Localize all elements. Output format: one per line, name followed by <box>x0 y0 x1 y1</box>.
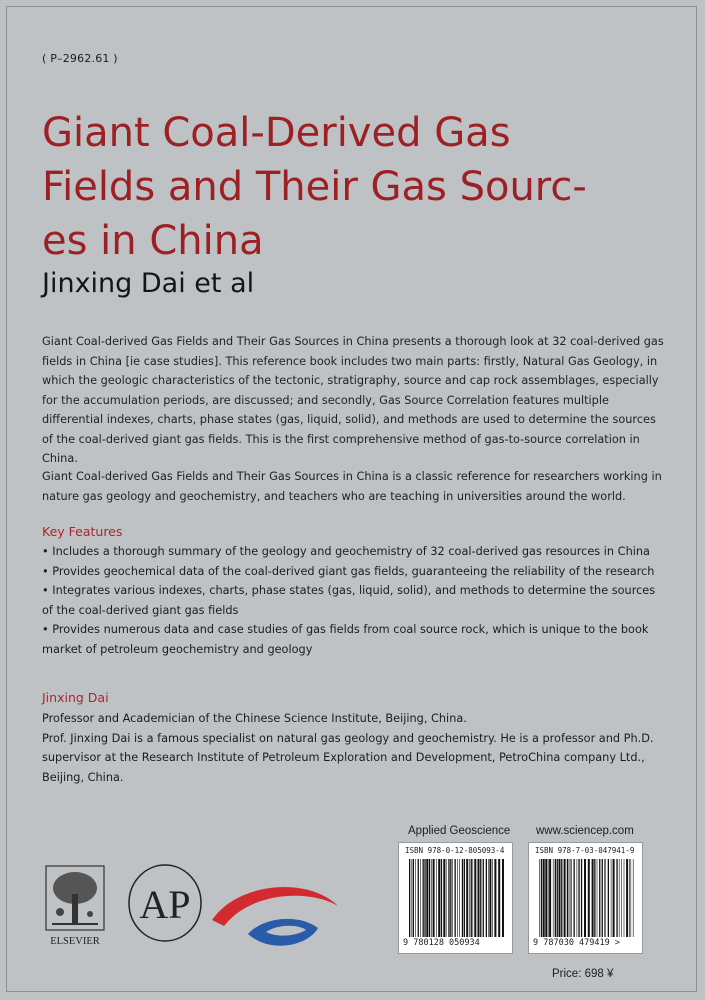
barcode-bar <box>541 859 542 937</box>
barcode-bar <box>494 859 496 937</box>
title-line: Giant Coal-Derived Gas <box>42 110 511 156</box>
barcode-bar <box>624 859 625 937</box>
barcode-bar <box>613 859 615 937</box>
barcode-bar <box>567 859 568 937</box>
barcode-bar <box>626 859 628 937</box>
barcode-bar <box>605 859 606 937</box>
barcode-bar <box>466 859 468 937</box>
barcode-bar <box>549 859 551 937</box>
barcode-bar <box>569 859 570 937</box>
barcode-bars <box>409 859 505 937</box>
key-features-heading: Key Features <box>42 524 123 539</box>
barcode-bar <box>455 859 456 937</box>
barcode-bar <box>448 859 449 937</box>
barcode-bar <box>423 859 424 937</box>
barcode-bar <box>471 859 472 937</box>
barcode-bar <box>478 859 480 937</box>
description-paragraph: Giant Coal-derived Gas Fields and Their Gas Sources in China is a classic reference for researchers working in nature gas geology and geochemistry, and teachers who are teaching in universities around the world. <box>42 470 662 503</box>
barcode-bar <box>611 859 612 937</box>
barcode-bar <box>441 859 442 937</box>
list-item: • Includes a thorough summary of the geology and geochemistry of 32 coal-derived gas resources in China <box>42 545 650 558</box>
isbn-digits: 9 787030 479419 > <box>533 938 620 948</box>
barcode-bar <box>548 859 549 937</box>
barcode-bar <box>464 859 465 937</box>
barcode-bar <box>564 859 566 937</box>
barcode-bar <box>616 859 617 937</box>
elsevier-logo <box>42 864 108 948</box>
title-line: Fields and Their Gas Sourc- <box>42 164 587 210</box>
barcode-bar <box>561 859 562 937</box>
barcode-bar <box>450 859 451 937</box>
barcode-bar <box>438 859 440 937</box>
list-item: • Provides numerous data and case studies of gas fields from coal source rock, which is unique to the book market of petroleum geochemistry and geology <box>42 623 649 656</box>
barcode-bar <box>452 859 453 937</box>
barcode-bar <box>420 859 421 937</box>
barcode-bars <box>539 859 635 937</box>
barcode-bar <box>581 859 582 937</box>
barcode-bar <box>633 859 634 937</box>
barcode-bar <box>588 859 590 937</box>
series-label: Applied Geoscience <box>408 825 511 837</box>
barcode-bar <box>557 859 558 937</box>
barcode-bar <box>486 859 487 937</box>
science-press-logo <box>208 876 342 956</box>
isbn-barcode-elsevier <box>398 842 513 954</box>
barcode-bar <box>443 859 445 937</box>
barcode-bar <box>621 859 622 937</box>
bio-heading: Jinxing Dai <box>42 690 109 705</box>
barcode-bar <box>571 859 572 937</box>
isbn-label: ISBN 978-0-12-805093-4 <box>405 846 505 855</box>
ap-letters: AP <box>139 882 191 927</box>
description-paragraph: Giant Coal-derived Gas Fields and Their Gas Sources in China presents a thorough look at 32 coal-derived gas fields in China [ie case studies]. This reference book includes two main parts: firstly, Natural Gas Geology, in which the geologic characteristics of the tectonic, stratigraphy, source and cap rock assemblages, especially for the accumulation periods, are discussed; and secondly, Gas Source Correlation features multiple differential indexes, charts, phase states (gas, liquid, solid), and methods are used to determine the sources of the coal-derived giant gas fields. This is the first comprehensive method of gas-to-source correlation in China. <box>42 335 664 465</box>
barcode-bar <box>555 859 556 937</box>
isbn-label: ISBN 978-7-03-047941-9 <box>535 846 635 855</box>
barcode-bar <box>602 859 603 937</box>
barcode-bar <box>604 859 605 937</box>
barcode-bar <box>631 859 632 937</box>
barcode-bar <box>599 859 600 937</box>
barcode-bar <box>498 859 500 937</box>
price-label: Price: 698 ¥ <box>552 968 614 980</box>
academic-press-logo <box>126 862 204 944</box>
list-item: • Integrates various indexes, charts, phase states (gas, liquid, solid), and methods to determine the sources of the coal-derived giant gas fields <box>42 584 656 617</box>
barcode-bar <box>629 859 630 937</box>
barcode-bar <box>433 859 435 937</box>
barcode-bar <box>480 859 481 937</box>
barcode-bar <box>489 859 491 937</box>
barcode-bar <box>473 859 474 937</box>
barcode-bar <box>577 859 578 937</box>
barcode-bar <box>539 859 540 937</box>
barcode-bar <box>592 859 594 937</box>
barcode-bar <box>431 859 432 937</box>
book-title <box>42 106 662 268</box>
barcode-bar <box>412 859 413 937</box>
barcode-bar <box>574 859 575 937</box>
catalog-code: ( P–2962.61 ) <box>42 52 118 65</box>
list-item: • Provides geochemical data of the coal-derived giant gas fields, guaranteeing the reliability of the research <box>42 564 655 578</box>
barcode-bar <box>492 859 493 937</box>
barcode-bar <box>409 859 410 937</box>
barcode-bar <box>553 859 554 937</box>
barcode-bar <box>488 859 489 937</box>
barcode-bar <box>543 859 545 937</box>
elsevier-wordmark: ELSEVIER <box>50 936 100 947</box>
barcode-bar <box>594 859 595 937</box>
barcode-bar <box>415 859 416 937</box>
author-bio <box>42 709 668 787</box>
barcode-bar <box>459 859 460 937</box>
title-line: es in China <box>42 218 264 264</box>
barcode-bar <box>608 859 609 937</box>
barcode-bar <box>578 859 579 937</box>
barcode-bar <box>545 859 547 937</box>
barcode-bar <box>597 859 598 937</box>
barcode-bar <box>570 859 571 937</box>
key-features-list <box>42 542 668 659</box>
barcode-bar <box>469 859 470 937</box>
author-name: Jinxing Dai et al <box>42 268 255 299</box>
barcode-bar <box>462 859 463 937</box>
barcode-bar <box>559 859 561 937</box>
barcode-bar <box>426 859 428 937</box>
publisher-website: www.sciencep.com <box>536 825 634 837</box>
barcode-bar <box>446 859 447 937</box>
barcode-bar <box>483 859 484 937</box>
barcode-bar <box>418 859 419 937</box>
isbn-barcode-science-press <box>528 842 643 954</box>
bio-line: Professor and Academician of the Chinese Science Institute, Beijing, China. <box>42 712 467 725</box>
isbn-digits: 9 780128 050934 <box>403 938 480 948</box>
barcode-bar <box>424 859 425 937</box>
barcode-bar <box>429 859 430 937</box>
barcode-bar <box>584 859 586 937</box>
barcode-bar <box>502 859 504 937</box>
barcode-bar <box>436 859 437 937</box>
barcode-bar <box>619 859 620 937</box>
barcode-bar <box>457 859 458 937</box>
bio-line: Prof. Jinxing Dai is a famous specialist on natural gas geology and geochemistry. He is a professor and Ph.D. supervisor at the Research Institute of Petroleum Exploration and Development, PetroChina company Ltd., Beijing, China. <box>42 731 654 784</box>
barcode-bar <box>474 859 476 937</box>
barcode-bar <box>413 859 414 937</box>
